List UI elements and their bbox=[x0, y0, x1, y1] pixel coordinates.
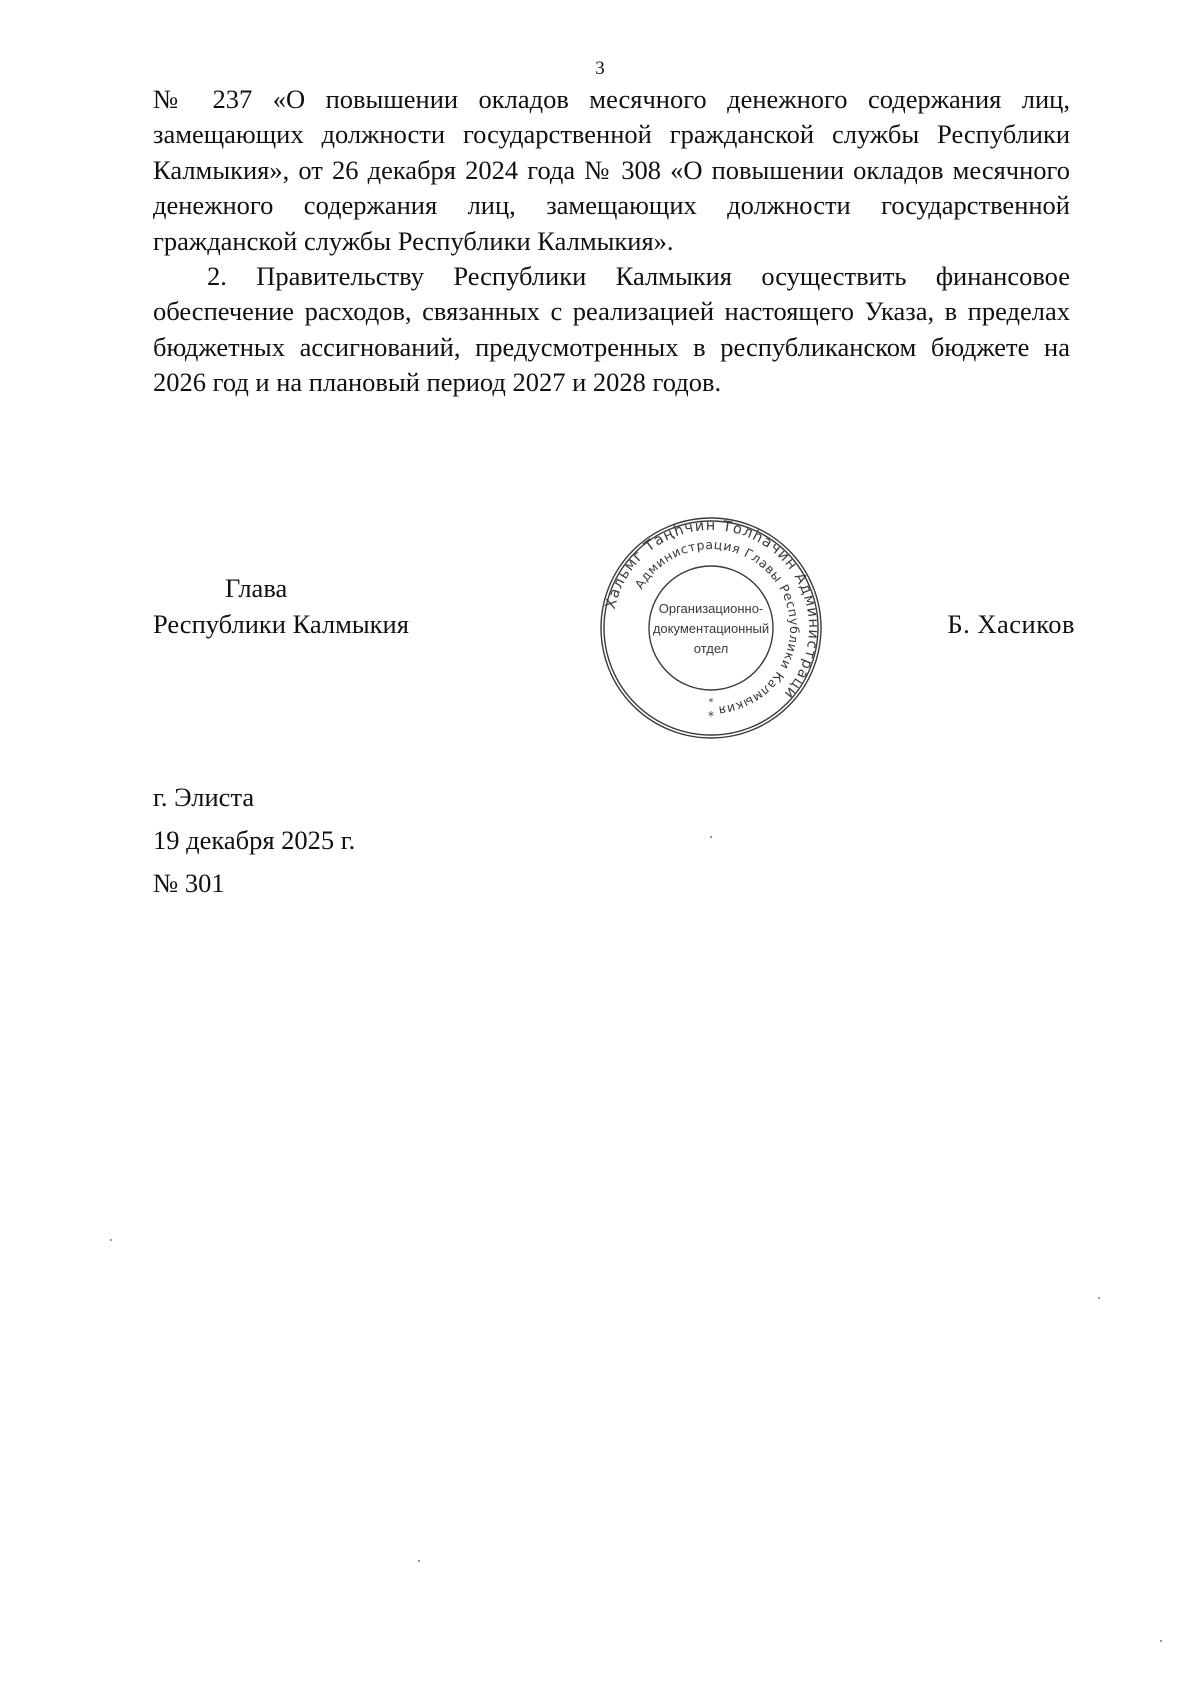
paragraph-continuation: № 237 «О повышении окладов месячного денежного содержания лиц, замещающих должности государственной гражданской службы Республики Калмыкия», от 26 декабря 2024 года № 308 «О повышении окладов месячного денежного содержания лиц, замещающих должности государственной гражданской службы Республики Калмыкия». bbox=[153, 84, 1070, 256]
decree-number: № 301 bbox=[153, 868, 225, 898]
scan-speck bbox=[418, 1560, 420, 1562]
official-seal bbox=[598, 515, 824, 741]
seal-inner-ring-text: Администрация Главы Республики Калмыкия bbox=[631, 536, 803, 719]
signatory-title bbox=[153, 570, 409, 642]
seal-center-line3: отдел bbox=[693, 641, 729, 656]
signatory-title-line2: Республики Калмыкия bbox=[153, 609, 409, 639]
signatory-title-line1: Глава bbox=[225, 573, 288, 603]
issue-date: 19 декабря 2025 г. bbox=[153, 825, 356, 855]
seal-center-line2: документационный bbox=[652, 621, 770, 636]
city: г. Элиста bbox=[153, 782, 255, 812]
seal-center-line1: Организационно- bbox=[658, 601, 764, 616]
seal-outer-text: Хальмг Таңһчин Толһачин Администраци bbox=[602, 517, 822, 703]
scan-speck bbox=[110, 1239, 112, 1241]
scan-speck bbox=[1098, 1297, 1100, 1299]
page-number: 3 bbox=[595, 58, 605, 79]
scan-speck bbox=[1160, 1640, 1162, 1642]
signatory-name: Б. Хасиков bbox=[947, 609, 1075, 639]
svg-text:*: * bbox=[708, 697, 714, 708]
svg-text:*: * bbox=[708, 709, 714, 723]
scan-speck bbox=[710, 836, 712, 838]
document-footer bbox=[153, 776, 355, 905]
paragraph-item-2: 2. Правительству Республики Калмыкия осуществить финансовое обеспечение расходов, связанных с реализацией настоящего Указа, в пределах бюджетных ассигнований, предусмотренных в республиканском бюджете на 2026 год и на плановый период 2027 и 2028 годов. bbox=[153, 261, 1070, 398]
document-body bbox=[153, 82, 1070, 401]
